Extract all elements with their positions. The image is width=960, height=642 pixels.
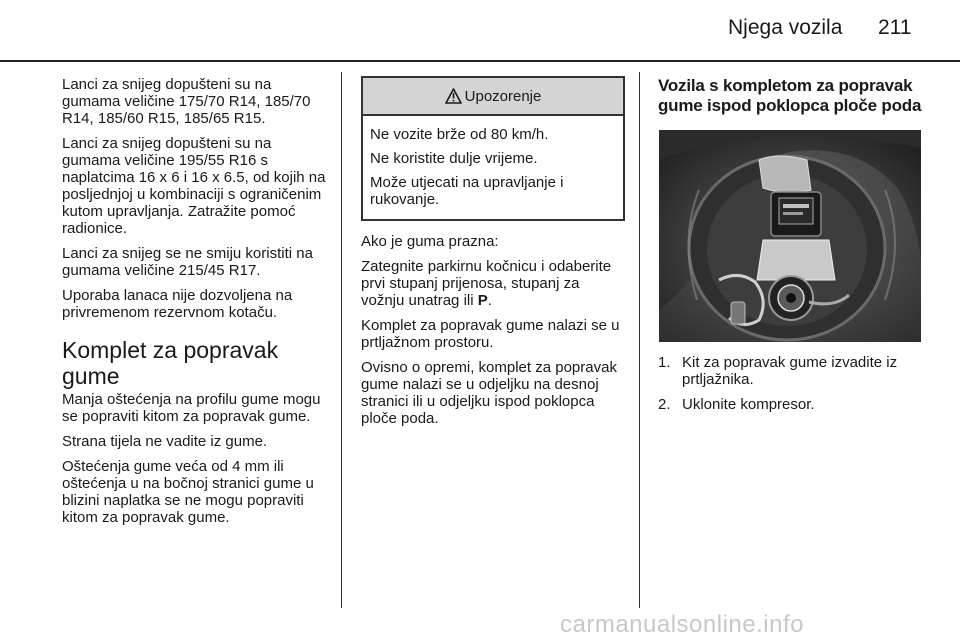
column-divider xyxy=(341,72,342,608)
warning-title: Upozorenje xyxy=(464,87,542,105)
tyre-repair-kit-photo xyxy=(659,130,921,342)
paragraph: Manja oštećenja na profilu gume mogu se popraviti kitom za popravak gume. xyxy=(62,391,321,425)
section-heading: Komplet za popravak gume xyxy=(62,337,279,389)
warning-header xyxy=(363,78,623,116)
column-right xyxy=(658,76,923,421)
paragraph: Uporaba lanaca nije dozvoljena na privremenom rezervnom kotaču. xyxy=(62,287,293,321)
column-middle xyxy=(361,76,625,435)
paragraph: Zategnite parkirnu kočnicu i odaberite prvi stupanj prijenosa, stupanj za vožnju unatrag ili P. xyxy=(361,258,612,309)
paragraph: Oštećenja gume veća od 4 mm ili oštećenja u na bočnoj stranici gume u blizini naplatka se ne mogu popraviti kitom za popravak gume. xyxy=(62,458,314,526)
subsection-heading: Vozila s kompletom za popravak gume ispod poklopca ploče poda xyxy=(658,76,922,115)
warning-line: Ne vozite brže od 80 km/h. xyxy=(370,126,549,143)
watermark: carmanualsonline.info xyxy=(560,611,804,638)
warning-line: Može utjecati na upravljanje i rukovanje. xyxy=(370,174,564,208)
step-text: Kit za popravak gume izvadite iz prtljažnika. xyxy=(682,354,898,388)
column-divider xyxy=(639,72,640,608)
warning-body xyxy=(363,116,623,219)
paragraph: Lanci za snijeg dopušteni su na gumama veličine 195/55 R16 s naplatcima 16 x 6 i 16 x 6.5, od kojih na posljednjoj u kombinaciji s ograničenim kutom upravljanja. Zatražite pomoć radionice. xyxy=(62,135,326,237)
running-header-title: Njega vozila xyxy=(728,16,843,39)
page-number: 211 xyxy=(878,16,912,39)
warning-box xyxy=(361,76,625,221)
paragraph: Lanci za snijeg se ne smiju koristiti na gumama veličine 215/45 R17. xyxy=(62,245,313,279)
warning-triangle-icon xyxy=(445,88,462,104)
list-item xyxy=(658,354,923,388)
paragraph: Komplet za popravak gume nalazi se u prtljažnom prostoru. xyxy=(361,317,620,351)
step-number: 1. xyxy=(658,354,671,371)
list-item xyxy=(658,396,923,413)
step-text: Uklonite kompresor. xyxy=(682,396,815,413)
gear-position-p: P xyxy=(477,292,488,309)
warning-line: Ne koristite dulje vrijeme. xyxy=(370,150,538,167)
step-number: 2. xyxy=(658,396,671,413)
paragraph: Ako je guma prazna: xyxy=(361,233,499,250)
paragraph: Strana tijela ne vadite iz gume. xyxy=(62,433,268,450)
column-left xyxy=(62,76,332,534)
instruction-list xyxy=(658,354,923,413)
header-rule xyxy=(0,60,960,62)
paragraph: Ovisno o opremi, komplet za popravak gume nalazi se u odjeljku na desnoj stranici ili u odjeljku ispod poklopca ploče poda. xyxy=(361,359,617,427)
paragraph: Lanci za snijeg dopušteni su na gumama veličine 175/70 R14, 185/70 R14, 185/60 R15, 185/65 R15. xyxy=(62,76,311,127)
